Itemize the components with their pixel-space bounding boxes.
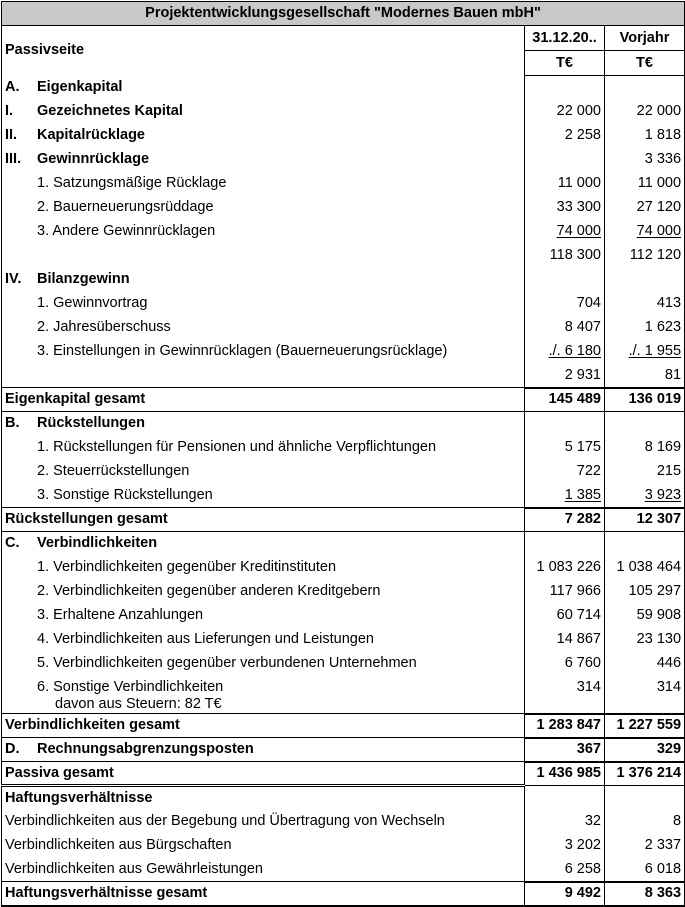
prior-value-text: 446 (656, 655, 682, 671)
prior-value-text: 8 169 (644, 439, 682, 455)
current-year-value (525, 810, 605, 834)
current-year-value (525, 100, 605, 124)
current-value-text: 3 202 (564, 837, 601, 853)
prior-year-value (605, 460, 685, 484)
current-year-value (525, 508, 605, 532)
table-row (2, 810, 685, 834)
current-year-value (525, 244, 605, 268)
prior-year-value (605, 364, 685, 388)
prior-year-value (605, 388, 685, 412)
prior-year-value (605, 858, 685, 882)
current-year-value (525, 364, 605, 388)
table-row (2, 580, 685, 604)
table-row (2, 100, 685, 124)
current-year-value (525, 676, 605, 714)
prior-year-value (605, 882, 685, 906)
prior-value-text: 3 336 (644, 151, 682, 167)
title-row (2, 2, 685, 26)
row-label-cell (2, 882, 525, 906)
current-year-value (525, 786, 605, 810)
row-label: Verbindlichkeiten gesamt (5, 717, 180, 733)
prior-year-value (605, 762, 685, 786)
current-value-text: 1 083 226 (536, 559, 601, 575)
current-year-value (525, 268, 605, 292)
prior-year-value (605, 652, 685, 676)
row-label-cell (2, 762, 525, 786)
table-row (2, 556, 685, 580)
prior-year-value (605, 834, 685, 858)
current-value-text: 74 000 (556, 223, 601, 239)
table-row (2, 148, 685, 172)
current-year-value (525, 484, 605, 508)
prior-value-text: 105 297 (628, 583, 682, 599)
current-value-text: 33 300 (556, 199, 601, 215)
current-year-value (525, 460, 605, 484)
row-number: A. (5, 79, 20, 95)
prior-year-value (605, 810, 685, 834)
current-year-value (525, 628, 605, 652)
prior-value-text: 112 120 (629, 247, 682, 263)
prior-year-value (605, 220, 685, 244)
table-row (2, 364, 685, 388)
row-label-cell (2, 532, 525, 556)
row-label-cell (2, 786, 525, 810)
header-label: Passivseite (2, 26, 525, 76)
current-year-value (525, 388, 605, 412)
current-value-text: 6 760 (564, 655, 601, 671)
prior-year-value (605, 738, 685, 762)
header-current-unit: T€ (525, 51, 605, 76)
row-label-cell (2, 556, 525, 580)
prior-value-text: ./. 1 955 (628, 343, 682, 359)
balance-sheet-table (1, 1, 685, 907)
row-label-cell (2, 220, 525, 244)
table-row (2, 268, 685, 292)
row-label-cell (2, 124, 525, 148)
row-label: Gezeichnetes Kapital (37, 103, 183, 119)
current-year-value (525, 714, 605, 738)
row-label: 2. Jahresüberschuss (37, 319, 171, 335)
row-label-cell (2, 412, 525, 436)
table-row (2, 460, 685, 484)
row-label: Verbindlichkeiten (37, 535, 158, 552)
row-label: 3. Sonstige Rückstellungen (37, 486, 213, 503)
table-row (2, 244, 685, 268)
prior-year-value (605, 244, 685, 268)
current-year-value (525, 580, 605, 604)
row-label: 6. Sonstige Verbindlichkeiten (37, 678, 224, 695)
table-row (2, 604, 685, 628)
prior-value-text: 413 (656, 295, 682, 311)
row-label-cell (2, 604, 525, 628)
table-row (2, 340, 685, 364)
row-label-cell (2, 508, 525, 532)
row-label-cell (2, 172, 525, 196)
row-label-cell (2, 580, 525, 604)
prior-year-value (605, 580, 685, 604)
prior-value-text: 59 908 (636, 607, 682, 623)
row-label: 2. Steuerrückstellungen (37, 463, 190, 479)
row-label-cell (2, 460, 525, 484)
current-year-value (525, 436, 605, 460)
row-label: 2. Bauerneuerungsrüddage (37, 199, 214, 215)
table-row (2, 786, 685, 810)
row-label: Rechnungsabgrenzungsposten (37, 741, 254, 757)
row-label: Haftungsverhältnisse gesamt (5, 884, 208, 901)
table-row (2, 292, 685, 316)
current-year-value (525, 738, 605, 762)
row-label: 1. Rückstellungen für Pensionen und ähnliche Verpflichtungen (37, 439, 437, 455)
prior-year-value (605, 292, 685, 316)
current-value-text: 7 282 (564, 511, 601, 528)
current-value-text: 145 489 (548, 391, 601, 408)
table-row (2, 316, 685, 340)
current-value-text: 9 492 (564, 885, 601, 901)
row-number: IV. (5, 271, 22, 287)
row-label-cell (2, 738, 525, 762)
prior-value-text: 215 (656, 463, 682, 479)
prior-year-value (605, 124, 685, 148)
table-row (2, 882, 685, 906)
header-prior-year: Vorjahr (605, 26, 685, 51)
current-value-text: 22 000 (556, 103, 601, 119)
current-value-text: 32 (584, 813, 601, 829)
current-year-value (525, 76, 605, 100)
row-label-cell (2, 484, 525, 508)
row-label: Verbindlichkeiten aus Bürgschaften (5, 837, 232, 853)
current-value-text: 60 714 (556, 607, 601, 623)
prior-year-value (605, 268, 685, 292)
current-year-value (525, 858, 605, 882)
prior-year-value (605, 76, 685, 100)
prior-year-value (605, 436, 685, 460)
current-year-value (525, 604, 605, 628)
table-row (2, 532, 685, 556)
current-year-value (525, 124, 605, 148)
row-label: Kapitalrücklage (37, 127, 145, 143)
prior-value-text: 27 120 (636, 199, 682, 215)
table-row (2, 628, 685, 652)
header-current-year: 31.12.20.. (525, 26, 605, 51)
row-label: Rückstellungen (37, 415, 145, 432)
row-label: 1. Gewinnvortrag (37, 295, 148, 311)
prior-value-text: 1 818 (644, 127, 682, 143)
prior-year-value (605, 100, 685, 124)
row-label: 1. Verbindlichkeiten gegenüber Kreditinstituten (37, 559, 337, 575)
row-label-cell (2, 388, 525, 412)
row-number: III. (5, 151, 22, 167)
row-label-cell (2, 858, 525, 882)
row-label-cell (2, 100, 525, 124)
prior-value-text: 81 (664, 366, 682, 383)
row-label: 1. Satzungsmäßige Rücklage (37, 175, 227, 191)
current-value-text: 314 (576, 678, 601, 695)
table-row (2, 124, 685, 148)
prior-value-text: 8 (672, 813, 682, 829)
prior-value-text: 23 130 (636, 631, 682, 647)
table-row (2, 220, 685, 244)
prior-value-text: 1 623 (644, 319, 682, 335)
row-label: Bilanzgewinn (37, 271, 130, 287)
current-year-value (525, 532, 605, 556)
prior-value-text: 74 000 (636, 223, 682, 239)
row-label-cell (2, 268, 525, 292)
row-label-cell (2, 196, 525, 220)
current-value-text: 5 175 (564, 439, 601, 455)
row-label: Eigenkapital gesamt (5, 391, 146, 407)
current-value-text: 8 407 (564, 319, 601, 335)
table-row (2, 714, 685, 738)
current-year-value (525, 148, 605, 172)
row-number: I. (5, 103, 14, 119)
prior-year-value (605, 340, 685, 364)
current-year-value (525, 340, 605, 364)
row-label-cell (2, 316, 525, 340)
current-year-value (525, 652, 605, 676)
current-value-text: 1 436 985 (536, 765, 601, 782)
table-row (2, 388, 685, 412)
current-value-text: 118 300 (549, 247, 601, 263)
row-label: Haftungsverhältnisse (5, 789, 153, 806)
current-year-value (525, 220, 605, 244)
table-row (2, 172, 685, 196)
current-year-value (525, 172, 605, 196)
prior-year-value (605, 508, 685, 532)
row-number: B. (5, 415, 20, 432)
prior-year-value (605, 786, 685, 810)
row-label-cell (2, 834, 525, 858)
row-sublabel: davon aus Steuern: 82 T€ (55, 695, 222, 712)
row-label: Verbindlichkeiten aus Gewährleistungen (5, 860, 263, 877)
table-row (2, 196, 685, 220)
current-year-value (525, 316, 605, 340)
current-value-text: 6 258 (564, 860, 601, 877)
prior-value-text: 329 (656, 741, 682, 757)
prior-year-value (605, 532, 685, 556)
row-label: 5. Verbindlichkeiten gegenüber verbundenen Unternehmen (37, 655, 417, 671)
current-year-value (525, 762, 605, 786)
row-label-cell (2, 676, 525, 714)
row-label-cell (2, 292, 525, 316)
current-value-text: 1 385 (564, 486, 601, 503)
table-row (2, 738, 685, 762)
prior-year-value (605, 316, 685, 340)
prior-year-value (605, 484, 685, 508)
table-row (2, 484, 685, 508)
table-row (2, 76, 685, 100)
row-label: Verbindlichkeiten aus der Begebung und Übertragung von Wechseln (5, 813, 445, 829)
document-title: Projektentwicklungsgesellschaft "Modernes Bauen mbH" (2, 2, 685, 26)
current-value-text: 11 000 (557, 175, 601, 191)
table-row (2, 834, 685, 858)
table-row (2, 762, 685, 786)
prior-value-text: 6 018 (644, 860, 682, 877)
row-label: Passiva gesamt (5, 764, 114, 781)
current-year-value (525, 196, 605, 220)
current-value-text: 14 867 (556, 631, 601, 647)
current-value-text: 367 (576, 741, 601, 757)
prior-year-value (605, 604, 685, 628)
current-value-text: 1 283 847 (536, 717, 601, 733)
current-value-text: 117 966 (549, 583, 601, 599)
table-row (2, 652, 685, 676)
header-prior-unit: T€ (605, 51, 685, 76)
row-label-cell (2, 714, 525, 738)
prior-value-text: 1 227 559 (616, 717, 682, 733)
row-label: 3. Erhaltene Anzahlungen (37, 607, 204, 623)
row-number: D. (5, 741, 20, 757)
prior-value-text: 2 337 (644, 837, 682, 853)
header-row (2, 26, 685, 51)
row-label-cell (2, 340, 525, 364)
prior-year-value (605, 556, 685, 580)
prior-year-value (605, 172, 685, 196)
row-label: 2. Verbindlichkeiten gegenüber anderen Kreditgebern (37, 583, 381, 599)
prior-value-text: 314 (656, 678, 682, 695)
prior-value-text: 1 038 464 (616, 559, 682, 575)
current-value-text: 2 258 (564, 127, 601, 143)
row-label: 4. Verbindlichkeiten aus Lieferungen und Leistungen (37, 631, 374, 647)
prior-value-text: 1 376 214 (616, 765, 682, 782)
current-year-value (525, 292, 605, 316)
current-value-text: ./. 6 180 (548, 343, 601, 359)
row-label-cell (2, 148, 525, 172)
prior-year-value (605, 714, 685, 738)
row-label-cell (2, 436, 525, 460)
prior-year-value (605, 148, 685, 172)
prior-year-value (605, 628, 685, 652)
prior-year-value (605, 676, 685, 714)
row-label: 3. Einstellungen in Gewinnrücklagen (Bauerneuerungsrücklage) (37, 343, 448, 359)
row-label-cell (2, 652, 525, 676)
row-label: Eigenkapital (37, 79, 123, 95)
row-label-cell (2, 76, 525, 100)
prior-value-text: 12 307 (636, 511, 682, 528)
row-label: Rückstellungen gesamt (5, 511, 168, 527)
current-value-text: 704 (576, 295, 601, 311)
current-year-value (525, 412, 605, 436)
row-label-cell (2, 364, 525, 388)
current-year-value (525, 834, 605, 858)
row-label-cell (2, 244, 525, 268)
prior-year-value (605, 412, 685, 436)
row-label-cell (2, 810, 525, 834)
current-value-text: 722 (576, 463, 601, 479)
row-label: Gewinnrücklage (37, 151, 150, 167)
current-year-value (525, 882, 605, 906)
row-number: II. (5, 127, 18, 143)
prior-value-text: 8 363 (644, 885, 682, 901)
table-row (2, 436, 685, 460)
prior-value-text: 22 000 (636, 103, 682, 119)
prior-value-text: 11 000 (637, 175, 682, 191)
table-row (2, 676, 685, 714)
prior-year-value (605, 196, 685, 220)
prior-value-text: 136 019 (628, 391, 682, 408)
row-number: C. (5, 535, 20, 552)
current-value-text: 2 931 (564, 366, 601, 383)
table-row (2, 858, 685, 882)
current-year-value (525, 556, 605, 580)
table-row (2, 412, 685, 436)
prior-value-text: 3 923 (644, 486, 682, 503)
row-label: 3. Andere Gewinnrücklagen (37, 223, 216, 239)
table-row (2, 508, 685, 532)
row-label-cell (2, 628, 525, 652)
